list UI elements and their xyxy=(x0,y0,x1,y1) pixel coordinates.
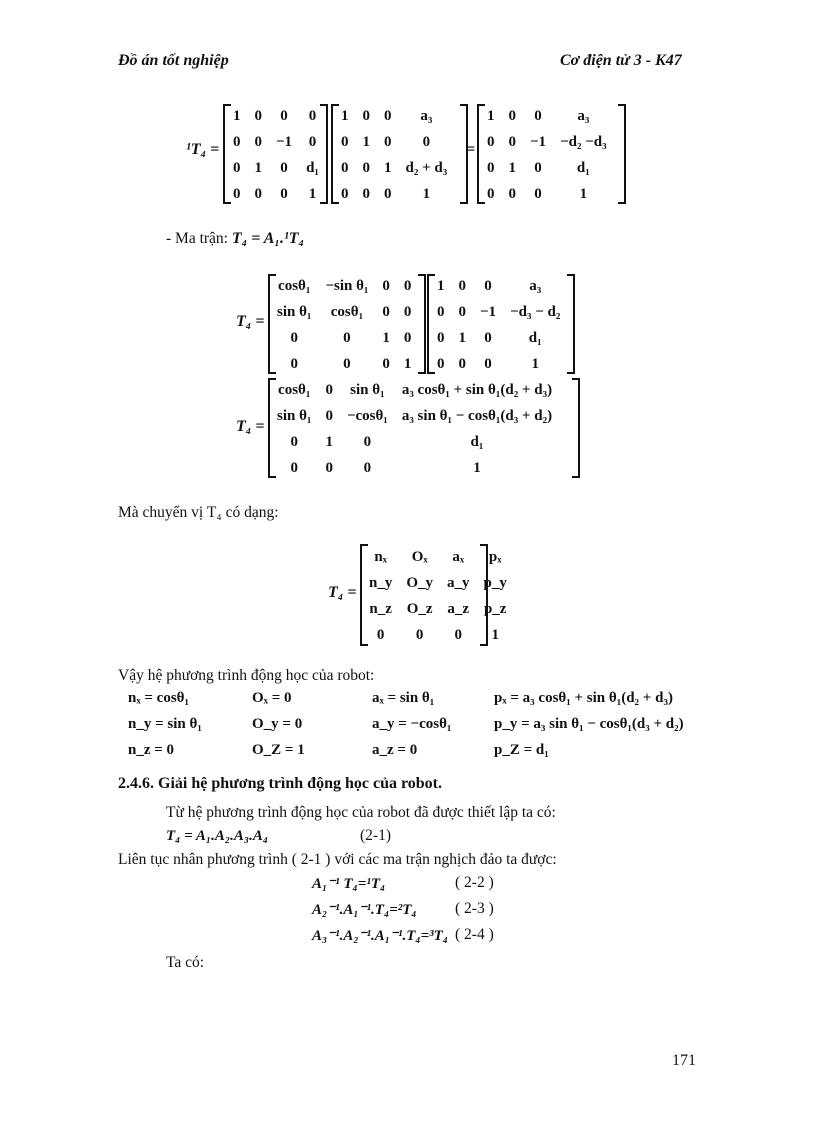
matrix-cell: 0 xyxy=(534,107,542,124)
matrix-cell: 0 xyxy=(487,159,495,176)
matrix-cell: 0 xyxy=(384,185,392,202)
matrix-row xyxy=(362,570,514,596)
matrix-cell: 0 xyxy=(437,355,445,372)
eq2-lhs: T₄ = xyxy=(236,313,265,330)
matrix-cell: 1 xyxy=(531,355,539,372)
matrix-cell: a_y xyxy=(447,574,470,591)
matrix-cell: 0 xyxy=(343,355,351,372)
matrix-cell: 0 xyxy=(484,277,492,294)
eq-oy: O_y = 0 xyxy=(252,716,303,732)
matrix-cell: 1 xyxy=(422,185,431,202)
matrix-cell: p_y xyxy=(483,574,507,591)
matrix-cell: 0 xyxy=(290,355,298,372)
eq-2-2-label: ( 2-2 ) xyxy=(455,874,494,891)
ma-tran-label: - Ma trận: xyxy=(166,230,232,247)
matrix-cell: 0 xyxy=(534,185,542,202)
matrix-cell: a₃ cosθ₁ + sin θ₁(d₂ + d₃) xyxy=(401,381,553,398)
matrix-cell: 1 xyxy=(341,107,349,124)
matrix-cell: 0 xyxy=(341,159,349,176)
matrix-cell: 0 xyxy=(487,133,495,150)
matrix-row xyxy=(362,596,514,622)
matrix-cell: 0 xyxy=(384,133,392,150)
matrix-cell: 0 xyxy=(233,159,241,176)
eq1-lhs: ¹T₄ = xyxy=(186,141,220,158)
matrix-cell: 0 xyxy=(362,159,370,176)
matrix-cell: 0 xyxy=(341,133,349,150)
matrix-cell: 0 xyxy=(403,303,412,320)
eq-2-1 xyxy=(166,827,391,845)
matrix-cell: pₓ xyxy=(488,548,502,565)
matrix-cell: 0 xyxy=(382,277,390,294)
matrix-cell: 0 xyxy=(325,459,333,476)
matrix-cell: a₃ sin θ₁ − cosθ₁(d₃ + d₂) xyxy=(401,407,553,424)
matrix-cell: 1 xyxy=(362,133,370,150)
matrix-row xyxy=(270,429,559,455)
matrix-cell: O_y xyxy=(406,574,434,591)
matrix-cell: d₁ xyxy=(470,433,484,450)
matrix-row xyxy=(334,103,454,129)
matrix-cell: 0 xyxy=(254,107,262,124)
matrix-row xyxy=(430,299,567,325)
eq4-matrix xyxy=(362,544,514,648)
matrix-cell: 0 xyxy=(384,107,392,124)
matrix-cell: a₃ xyxy=(529,277,542,294)
matrix-row xyxy=(334,129,454,155)
matrix-cell: 0 xyxy=(362,107,370,124)
eq-oz: O_Z = 1 xyxy=(252,742,305,758)
matrix-cell: −1 xyxy=(530,133,547,150)
para-1: Từ hệ phương trình động học của robot đã được thiết lập ta có: xyxy=(166,804,556,821)
eq3-matrix xyxy=(270,377,559,481)
eq-px: pₓ = a₃ cosθ₁ + sin θ₁(d₂ + d₃) xyxy=(494,690,673,706)
matrix-cell: sin θ₁ xyxy=(350,381,385,398)
matrix-cell: −d₂ −d₃ xyxy=(560,133,607,150)
matrix-cell: 0 xyxy=(363,459,372,476)
matrix-cell: 0 xyxy=(254,185,262,202)
matrix-cell: 0 xyxy=(508,107,516,124)
matrix-cell: nₓ xyxy=(374,548,387,565)
matrix-cell: 0 xyxy=(343,329,351,346)
matrix-cell: 0 xyxy=(325,407,333,424)
matrix-row xyxy=(270,325,418,351)
eq1-matrix-2 xyxy=(334,103,454,207)
eq-py: p_y = a₃ sin θ₁ − cosθ₁(d₃ + d₂) xyxy=(494,716,684,732)
matrix-cell: sin θ₁ xyxy=(277,407,312,424)
eq-2-2-formula: A₁⁻¹ T₄=¹T₄ xyxy=(312,876,386,892)
matrix-cell: 0 xyxy=(362,185,370,202)
matrix-cell: p_z xyxy=(483,600,507,617)
matrix-cell: 0 xyxy=(458,303,466,320)
eq-2-3-label: ( 2-3 ) xyxy=(455,900,494,917)
eq-2-4-formula: A₃⁻¹.A₂⁻¹.A₁⁻¹.T₄=³T₄ xyxy=(312,928,449,944)
matrix-row xyxy=(270,273,418,299)
eq1-m3-right-bracket xyxy=(618,104,626,204)
matrix-cell: d₁ xyxy=(528,329,542,346)
matrix-cell: 1 xyxy=(473,459,481,476)
matrix-row xyxy=(480,103,614,129)
matrix-cell: 0 xyxy=(341,185,349,202)
eq-2-3 xyxy=(312,900,494,919)
matrix-cell: a₃ xyxy=(577,107,590,124)
matrix-cell: 0 xyxy=(484,329,492,346)
eq4-right-bracket xyxy=(480,544,488,646)
matrix-cell: 1 xyxy=(382,329,390,346)
eq1-matrix-1 xyxy=(226,103,326,207)
section-title: 2.4.6. Giải hệ phương trình động học của robot. xyxy=(118,775,442,792)
matrix-cell: 0 xyxy=(376,626,385,643)
matrix-cell: d₁ xyxy=(306,159,319,176)
eq2-m1-right-bracket xyxy=(418,274,426,374)
matrix-cell: 0 xyxy=(487,185,495,202)
matrix-cell: 1 xyxy=(254,159,262,176)
matrix-cell: sin θ₁ xyxy=(277,303,312,320)
header-left: Đồ án tốt nghiệp xyxy=(118,52,229,69)
eq-2-2 xyxy=(312,874,494,893)
eq-2-3-formula: A₂⁻¹.A₁⁻¹.T₄=²T₄ xyxy=(312,902,417,918)
eq-ax: aₓ = sin θ₁ xyxy=(372,690,435,706)
matrix-cell: 0 xyxy=(382,355,390,372)
matrix-cell: cosθ₁ xyxy=(330,303,364,320)
eq-2-1-label: (2-1) xyxy=(360,827,391,844)
matrix-cell: 0 xyxy=(325,381,333,398)
matrix-cell: 1 xyxy=(308,185,317,202)
matrix-cell: cosθ₁ xyxy=(278,277,311,294)
matrix-cell: −1 xyxy=(480,303,497,320)
matrix-cell: n_y xyxy=(369,574,393,591)
matrix-row xyxy=(334,181,454,207)
matrix-cell: 0 xyxy=(280,159,288,176)
matrix-cell: 1 xyxy=(579,185,588,202)
matrix-cell: O_z xyxy=(406,600,433,617)
para-2: Liên tục nhân phương trình ( 2-1 ) với các ma trận nghịch đảo ta được: xyxy=(118,851,557,868)
matrix-cell: −d₃ − d₂ xyxy=(510,303,561,320)
matrix-cell: a₃ xyxy=(420,107,433,124)
matrix-cell: 0 xyxy=(254,133,262,150)
matrix-row xyxy=(270,455,559,481)
matrix-row xyxy=(480,129,614,155)
matrix-row xyxy=(362,544,514,570)
eq-2-1-formula: T₄ = A₁.A₂.A₃.A₄ xyxy=(166,828,269,844)
matrix-row xyxy=(226,155,326,181)
eq-ay: a_y = −cosθ₁ xyxy=(372,716,452,732)
eq-pz: p_Z = d₁ xyxy=(494,742,549,758)
matrix-cell: aₓ xyxy=(452,548,465,565)
matrix-cell: −cosθ₁ xyxy=(346,407,388,424)
matrix-row xyxy=(226,103,326,129)
matrix-cell: 1 xyxy=(403,355,412,372)
matrix-cell: 1 xyxy=(458,329,466,346)
matrix-cell: −sin θ₁ xyxy=(325,277,369,294)
matrix-cell: −1 xyxy=(276,133,293,150)
matrix-row xyxy=(430,273,567,299)
eq-nz: n_z = 0 xyxy=(128,742,175,758)
matrix-cell: Oₓ xyxy=(411,548,428,565)
matrix-cell: n_z xyxy=(369,600,392,617)
eq1-matrix-3 xyxy=(480,103,614,207)
eq1-m1-right-bracket xyxy=(320,104,328,204)
matrix-row xyxy=(430,325,567,351)
matrix-cell: 0 xyxy=(454,626,463,643)
matrix-cell: 1 xyxy=(437,277,445,294)
matrix-cell: 0 xyxy=(415,626,424,643)
matrix-row xyxy=(226,181,326,207)
ma-tran-line xyxy=(166,230,304,248)
eq1-equals: = xyxy=(466,141,476,158)
matrix-cell: 0 xyxy=(280,185,288,202)
matrix-cell: 0 xyxy=(382,303,390,320)
matrix-cell: 0 xyxy=(290,433,298,450)
matrix-cell: 1 xyxy=(384,159,392,176)
matrix-cell: d₂ + d₃ xyxy=(405,159,448,176)
matrix-cell: 0 xyxy=(437,303,445,320)
matrix-cell: 0 xyxy=(403,329,412,346)
ma-tran-formula: T₄ = A₁.¹T₄ xyxy=(231,230,305,247)
matrix-cell: 0 xyxy=(280,107,288,124)
matrix-cell: 0 xyxy=(308,133,317,150)
matrix-row xyxy=(270,377,559,403)
matrix-cell: 0 xyxy=(508,133,516,150)
header-right: Cơ điện tử 3 - K47 xyxy=(560,52,682,69)
matrix-cell: 0 xyxy=(458,277,466,294)
eq2-m2-right-bracket xyxy=(567,274,575,374)
matrix-row xyxy=(270,351,418,377)
matrix-cell: 0 xyxy=(422,133,431,150)
chuyen-vi-text: Mà chuyển vị T₄ có dạng: xyxy=(118,504,279,521)
matrix-cell: 1 xyxy=(487,107,495,124)
matrix-row xyxy=(226,129,326,155)
ta-co: Ta có: xyxy=(166,954,205,971)
matrix-cell: 0 xyxy=(484,355,492,372)
eq-ny: n_y = sin θ₁ xyxy=(128,716,202,732)
eq-2-4 xyxy=(312,926,494,945)
eq-2-4-label: ( 2-4 ) xyxy=(455,926,494,943)
matrix-row xyxy=(334,155,454,181)
matrix-cell: 1 xyxy=(233,107,241,124)
page-number: 171 xyxy=(672,1052,696,1069)
eq4-lhs: T₄ = xyxy=(328,584,357,601)
matrix-cell: 0 xyxy=(290,459,298,476)
matrix-cell: 1 xyxy=(508,159,516,176)
matrix-row xyxy=(362,622,514,648)
matrix-cell: 0 xyxy=(437,329,445,346)
matrix-row xyxy=(270,299,418,325)
matrix-cell: 0 xyxy=(363,433,372,450)
matrix-cell: 0 xyxy=(290,329,298,346)
matrix-cell: 0 xyxy=(534,159,542,176)
eq-nx: nₓ = cosθ₁ xyxy=(128,690,190,706)
eq-az: a_z = 0 xyxy=(372,742,418,758)
matrix-row xyxy=(270,403,559,429)
eq3-right-bracket xyxy=(572,378,580,478)
matrix-cell: 0 xyxy=(233,185,241,202)
matrix-row xyxy=(480,181,614,207)
matrix-cell: 0 xyxy=(308,107,317,124)
eq2-matrix-2 xyxy=(430,273,567,377)
matrix-row xyxy=(430,351,567,377)
matrix-cell: 1 xyxy=(325,433,333,450)
matrix-cell: 1 xyxy=(491,626,499,643)
eq3-lhs: T₄ = xyxy=(236,418,265,435)
matrix-row xyxy=(480,155,614,181)
matrix-cell: 0 xyxy=(508,185,516,202)
eq2-matrix-1 xyxy=(270,273,418,377)
he-phuong-trinh-text: Vậy hệ phương trình động học của robot: xyxy=(118,667,375,684)
matrix-cell: a_z xyxy=(447,600,470,617)
matrix-cell: 0 xyxy=(403,277,412,294)
matrix-cell: d₁ xyxy=(576,159,590,176)
matrix-cell: 0 xyxy=(458,355,466,372)
eq-ox: Oₓ = 0 xyxy=(252,690,292,706)
matrix-cell: cosθ₁ xyxy=(278,381,311,398)
matrix-cell: 0 xyxy=(233,133,241,150)
